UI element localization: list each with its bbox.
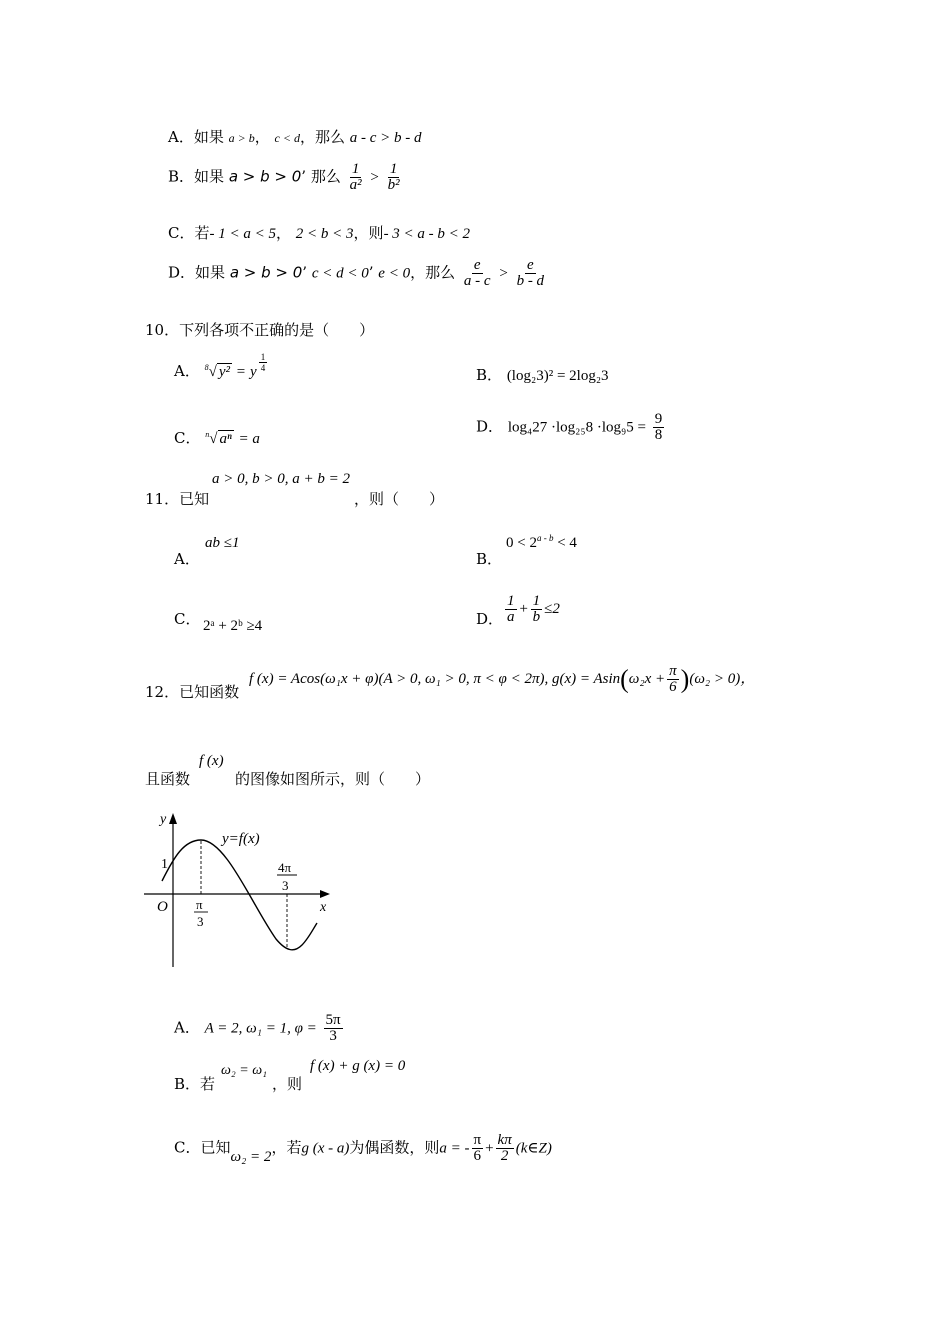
origin-label: O [157, 899, 168, 915]
q11-condition: a > 0, b > 0, a + b = 2 [212, 471, 350, 487]
fraction-1-over-b2: $\frac{1}{\text{b²}}$ [387, 161, 400, 193]
q11-option-d-label: D． [476, 610, 504, 628]
q10-option-d: D． log₄27 ·log₂₅8 ·log₉5 = $\frac{9}{8}$ [476, 411, 663, 443]
x-axis-label: x [320, 900, 327, 915]
q12-option-c: C．已知ω₂ = 2，若g (x - a)为偶函数，则a = - $\frac{\pi}{6}$ + $\frac{k\pi}{2}$ (k∈Z) [174, 1132, 552, 1165]
q11-option-c-label: C． [174, 610, 201, 628]
q12-line2-fx: f (x) [199, 753, 224, 769]
q9-option-b: B．如果 a > b > 0’ 那么 $\frac{1}{\text{a²}}$ > $\frac{1}{\text{b²}}$ [168, 161, 400, 193]
q12-option-b-cond: ω₂ = ω₁ [221, 1063, 267, 1078]
x-axis-arrow-icon [320, 890, 330, 898]
q12-option-b-label: B．若 [174, 1075, 216, 1093]
curve-label: y=f(x) [222, 831, 260, 847]
q12-line2-pre: 且函数 [145, 770, 191, 788]
q12-line2-post: 的图像如图所示，则（ ） [235, 770, 431, 788]
fraction-e-over-a-minus-c: $\frac{e}{a - c}$ [463, 257, 491, 289]
trough-numerator: 4π [278, 860, 292, 875]
y-axis-label: y [160, 812, 167, 827]
q10-option-b: B． (log₂3)² = 2log₂3 [476, 366, 609, 384]
q11-stem-pre: 11．已知 [145, 490, 210, 508]
q11-option-b: $0 < 2^{a - b} < 4$ [506, 533, 577, 551]
q11-option-a-label: A． [174, 550, 200, 568]
fraction-9-over-8: $\frac{9}{8}$ [654, 411, 663, 443]
fraction-e-over-b-minus-d: $\frac{e}{b - d}$ [516, 257, 545, 289]
q12-option-b-concl: f (x) + g (x) = 0 [310, 1058, 406, 1074]
curve [162, 840, 317, 950]
q11-option-a: ab ≤1 [205, 535, 240, 551]
q12-stem-pre: 12．已知函数 [145, 683, 240, 701]
q9-option-c: C．若- 1 < a < 5， 2 < b < 3，则- 3 < a - b < 2 [168, 224, 471, 242]
trough-denominator: 3 [282, 878, 289, 893]
fraction-1-over-a2: $\frac{1}{\text{a²}}$ [349, 161, 362, 193]
peak-numerator: π [196, 897, 203, 912]
q12-option-a: A． A = 2, ω₁ = 1, φ = $\frac{5\pi}{3}$ [174, 1012, 341, 1044]
q12-formula: f (x) = Acos(ω₁x + φ)(A > 0, ω₁ > 0, π < φ < 2π), g(x) = Asin(ω₂x + $\frac{\pi}{6}$ )(ω₂ > 0)， [249, 663, 756, 695]
q11-stem-post: ，则（ ） [354, 490, 445, 508]
q9-option-d: D．如果 a > b > 0’ c < d < 0’ e < 0，那么 $\frac{e}{a - c}$ > $\frac{e}{b - d}$ [168, 257, 545, 289]
q12-option-b-mid: ，则 [272, 1075, 303, 1093]
q10-option-c: C． $^n$√ aⁿ = a [174, 429, 260, 447]
q11-option-b-label: B． [476, 550, 503, 568]
peak-denominator: 3 [197, 914, 204, 929]
q11-option-c: 2ᵃ + 2ᵇ ≥4 [203, 618, 263, 634]
q11-option-d: $\frac{1}{a}$ + $\frac{1}{b}$ ≤2 [507, 593, 560, 625]
y-axis-arrow-icon [169, 813, 177, 824]
q9-option-a: A．如果 a > b， c < d，那么 a - c > b - d [168, 128, 422, 146]
function-graph [140, 805, 340, 975]
q10-option-a: A． $^8$√ y² = y $\frac{1}{4}$ [174, 352, 266, 380]
q10-stem: 10．下列各项不正确的是（ ） [145, 321, 375, 339]
y-tick-one: 1 [161, 857, 168, 872]
